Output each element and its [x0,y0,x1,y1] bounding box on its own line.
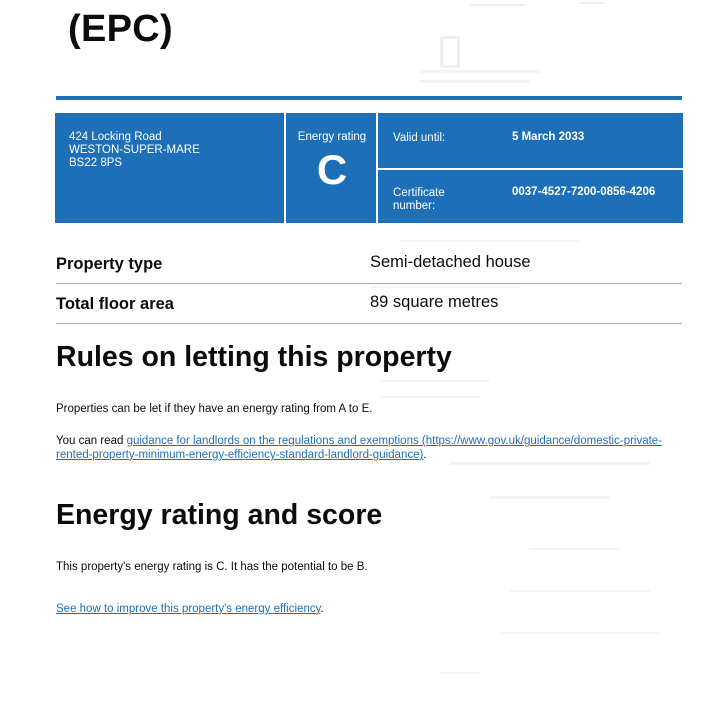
property-address [69,131,200,170]
guidance-paragraph [56,434,666,462]
letting-rules-text: Properties can be let if they have an energy rating from A to E. [56,403,373,415]
summary-divider [378,168,683,170]
property-type-label: Property type [56,255,163,273]
certificate-number-value: 0037-4527-7200-0856-4206 [512,186,656,198]
improve-paragraph [56,602,666,616]
valid-until-value: 5 March 2033 [512,131,585,143]
epc-summary-box [55,113,683,223]
property-type-value: Semi-detached house [370,253,531,271]
address-line: WESTON-SUPER-MARE [69,144,200,156]
guidance-suffix: . [423,449,427,461]
improve-efficiency-link[interactable]: See how to improve this property's energy efficiency [56,603,321,615]
valid-until-label: Valid until: [393,132,446,144]
certificate-number-label: Certificate number: [393,187,445,212]
energy-rating-label: Energy rating [297,131,367,143]
floor-area-label: Total floor area [56,295,174,313]
scan-bleed-through [470,0,710,700]
table-row [56,284,682,324]
energy-rating-text: This property's energy rating is C. It has the potential to be B. [56,561,368,573]
floor-area-value: 89 square metres [370,293,499,311]
summary-divider [284,113,286,223]
energy-rating-heading: Energy rating and score [56,499,383,531]
guidance-prefix: You can read [56,435,127,447]
property-details-table [56,244,682,324]
page-title: (EPC) [68,8,173,50]
energy-rating-letter: C [316,146,348,193]
table-row [56,244,682,284]
address-line: BS22 8PS [69,157,123,169]
improve-suffix: . [320,603,324,615]
letting-rules-heading: Rules on letting this property [56,341,452,373]
address-line: 424 Locking Road [69,131,162,143]
landlord-guidance-link[interactable]: guidance for landlords on the regulations and exemptions (https://www.gov.uk/guidance/domestic-private-rented-property-minimum-energy-efficiency-standard-landlord-guidance) [56,435,663,461]
title-rule [56,96,682,100]
